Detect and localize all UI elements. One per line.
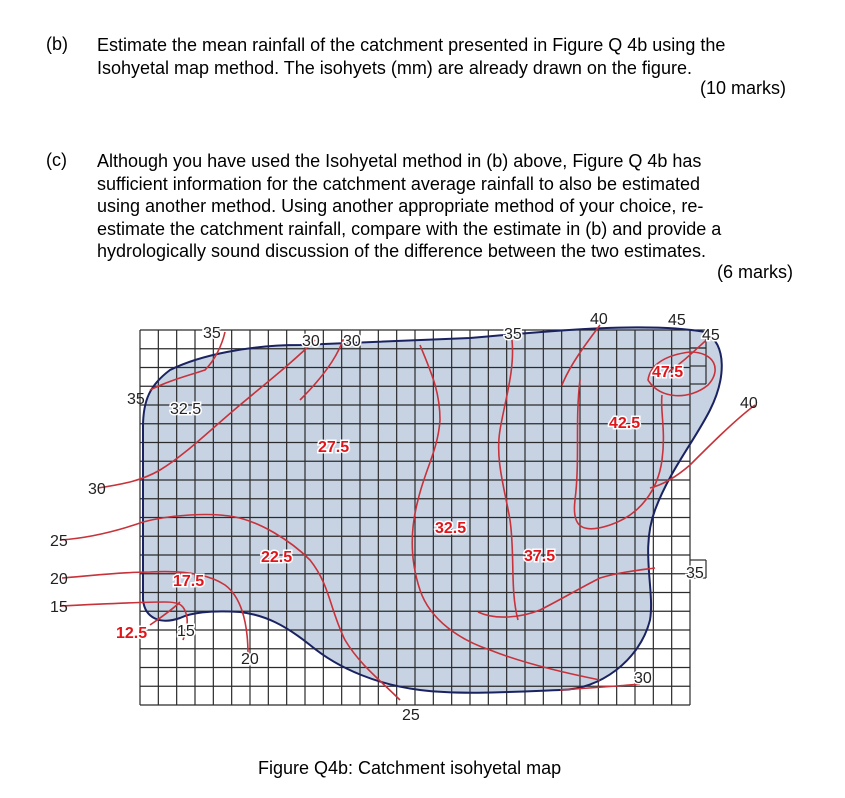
edge-value-40-top: 40 [590,311,608,328]
edge-value-30-top-a: 30 [302,333,320,350]
isohyet-label-37-5: 37.5 [524,548,556,565]
edge-value-15: 15 [50,599,68,616]
edge-value-25: 25 [50,533,68,550]
edge-value-30: 30 [88,481,106,498]
isohyet-label-22-5: 22.5 [261,549,293,566]
edge-value-40-right: 40 [740,395,758,412]
edge-value-35-top-left: 35 [203,325,221,342]
edge-value-45-top: 45 [668,312,686,329]
edge-value-15-bottom: 15 [177,623,195,640]
isohyet-label-17-5: 17.5 [173,573,205,590]
edge-value-20: 20 [50,571,68,588]
question-c-line: estimate the catchment rainfall, compare with the estimate in (b) and provide a [97,218,722,239]
question-c-line: Although you have used the Isohyetal method in (b) above, Figure Q 4b has [97,151,702,171]
isohyet-label-12-5: 12.5 [116,625,148,642]
grid [140,330,706,705]
question-b-line: Isohyetal map method. The isohyets (mm) are already drawn on the figure. [97,57,692,78]
question-c-line: sufficient information for the catchment average rainfall to also be estimated [97,173,700,194]
question-b-marks: (10 marks) [700,78,787,98]
edge-value-35-top-mid: 35 [504,326,522,343]
edge-value-45-top-right: 45 [702,327,720,344]
isohyet-label-27-5: 27.5 [318,439,350,456]
edge-value-25-bottom: 25 [402,707,420,724]
edge-value-32-5-top-left: 32.5 [170,401,202,418]
question-c-line: using another method. Using another appropriate method of your choice, re- [97,196,704,217]
question-c-line: hydrologically sound discussion of the difference between the two estimates. [97,241,707,262]
question-c-label: (c) [46,150,67,170]
figure-caption: Figure Q4b: Catchment isohyetal map [258,758,562,778]
edge-value-20-bottom: 20 [241,651,259,668]
isohyet-label-47-5: 47.5 [652,364,684,381]
question-b-line: Estimate the mean rainfall of the catchment presented in Figure Q 4b using the [97,35,726,55]
edge-value-35-right: 35 [686,565,704,582]
edge-value-30-top-b: 30 [343,333,361,350]
edge-value-30-bottom-right: 30 [634,670,652,687]
question-c-marks: (6 marks) [717,262,793,282]
question-b-label: (b) [46,34,68,54]
isohyet-label-32-5: 32.5 [435,520,467,537]
isohyet-label-42-5: 42.5 [609,415,641,432]
edge-value-35-left: 35 [127,391,145,408]
